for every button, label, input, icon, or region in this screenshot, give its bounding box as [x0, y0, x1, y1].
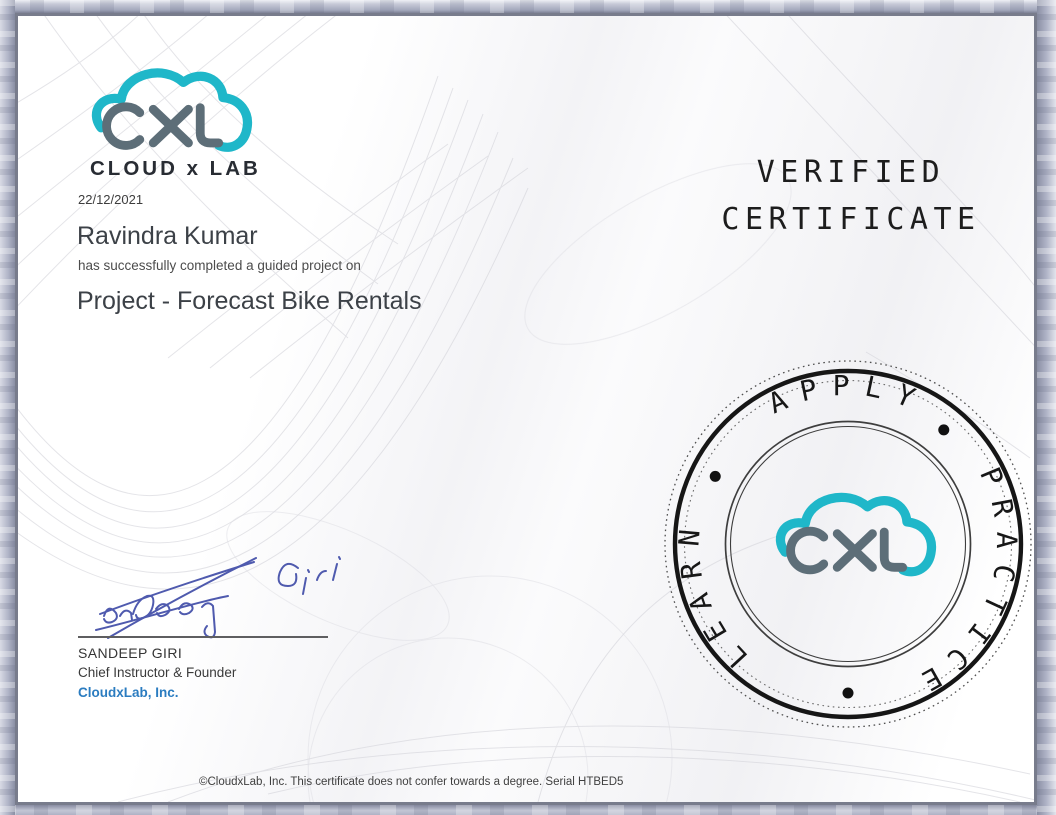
signature-ink — [76, 544, 346, 648]
seal-dot-bottom — [843, 688, 854, 699]
signer-organization-link[interactable]: CloudxLab, Inc. — [78, 685, 179, 700]
footer-disclaimer: ©CloudxLab, Inc. This certificate does not confer towards a degree. Serial HTBED5 — [199, 776, 624, 788]
seal-dot-top-left — [710, 471, 721, 482]
certificate-seal — [658, 354, 1038, 734]
frame-top — [0, 0, 1056, 13]
signer-name: SANDEEP GIRI — [78, 645, 183, 661]
seal-dot-top-right — [938, 424, 949, 435]
issue-date: 22/12/2021 — [78, 192, 144, 207]
seal-center-logo — [780, 497, 931, 571]
signature-line — [78, 636, 328, 638]
frame-right — [1037, 0, 1056, 815]
verified-certificate-label — [686, 149, 1016, 243]
verified-line2: CERTIFICATE — [721, 202, 981, 237]
frame-left — [0, 0, 15, 815]
seal-word-apply: APPLY — [763, 369, 933, 421]
completion-text: has successfully completed a guided project on — [78, 258, 361, 273]
recipient-name: Ravindra Kumar — [77, 222, 258, 250]
verified-line1: VERIFIED — [756, 155, 946, 190]
course-title: Project - Forecast Bike Rentals — [77, 287, 422, 315]
cloudxlab-wordmark: CLOUD x LAB — [90, 157, 261, 180]
seal-word-learn: LEARN — [672, 514, 755, 675]
cloudxlab-logo — [86, 60, 254, 162]
seal-word-practice: PRACTICE — [904, 462, 1024, 705]
signer-title: Chief Instructor & Founder — [78, 665, 237, 680]
frame-bottom — [0, 805, 1056, 815]
certificate-paper — [15, 13, 1037, 805]
